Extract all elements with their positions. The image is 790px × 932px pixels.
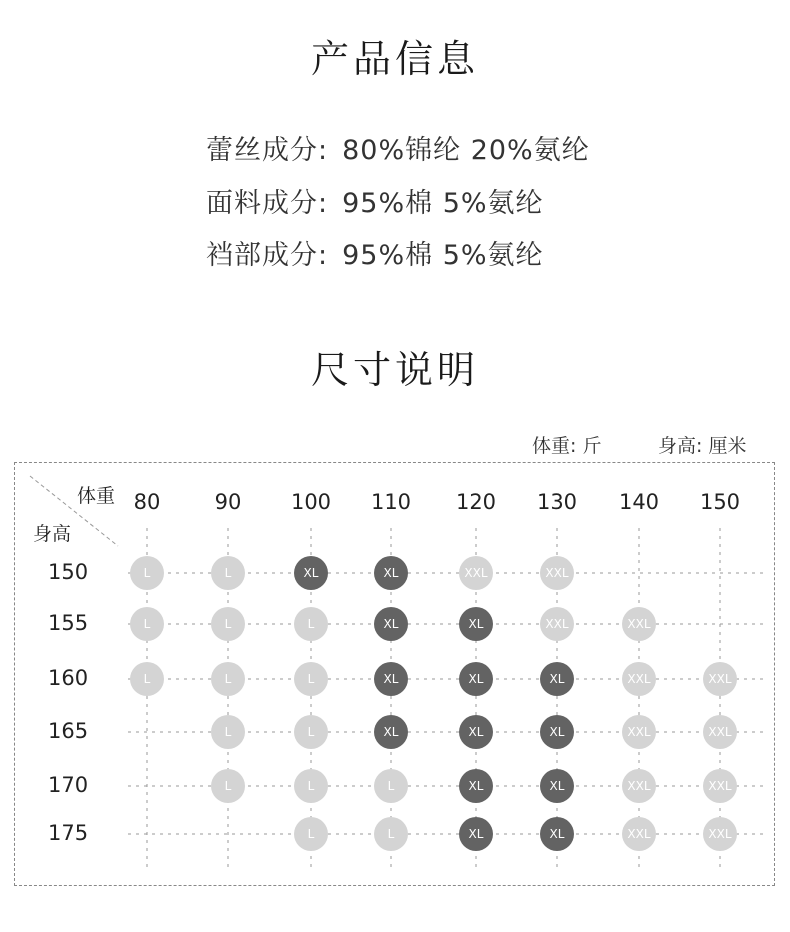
height-row-label: 150 [48, 560, 89, 584]
size-badge: XXL [622, 662, 656, 696]
size-badge: L [294, 662, 328, 696]
info-label: 裆部成分: [206, 240, 329, 271]
weight-column-label: 130 [536, 490, 578, 514]
height-row-label: 160 [48, 666, 89, 690]
size-badge: XL [540, 662, 574, 696]
size-badge: XL [540, 817, 574, 851]
info-value: 80%锦纶 20%氨纶 [342, 135, 590, 166]
height-row-label: 165 [48, 719, 89, 743]
info-value: 95%棉 5%氨纶 [342, 240, 544, 271]
height-unit-note: 身高: 厘米 [658, 435, 747, 457]
size-badge: XL [294, 556, 328, 590]
size-badge: L [211, 769, 245, 803]
corner-weight-label: 体重 [77, 485, 116, 507]
weight-column-label: 120 [455, 490, 497, 514]
size-badge: XL [540, 715, 574, 749]
size-badge: XL [374, 662, 408, 696]
size-badge: L [130, 662, 164, 696]
weight-column-label: 110 [370, 490, 412, 514]
weight-unit-note: 体重: 斤 [532, 435, 602, 457]
size-badge: XXL [703, 715, 737, 749]
size-badge: XXL [622, 715, 656, 749]
height-row-label: 155 [48, 611, 89, 635]
size-badge: L [211, 556, 245, 590]
size-badge: L [294, 769, 328, 803]
size-badge: L [130, 607, 164, 641]
size-badge: XXL [703, 769, 737, 803]
size-badge: L [294, 715, 328, 749]
size-badge: XL [459, 769, 493, 803]
size-badge: L [211, 715, 245, 749]
size-guide-title: 尺寸说明 [310, 348, 479, 392]
size-badge: XXL [703, 662, 737, 696]
corner-height-label: 身高 [33, 523, 72, 545]
size-badge: XL [459, 607, 493, 641]
size-badge: XL [459, 817, 493, 851]
info-label: 蕾丝成分: [206, 135, 329, 166]
size-badge: L [130, 556, 164, 590]
size-badge: XL [374, 715, 408, 749]
size-badge: XXL [622, 607, 656, 641]
size-badge: XXL [622, 817, 656, 851]
size-badge: L [374, 769, 408, 803]
product-info-title: 产品信息 [310, 37, 479, 81]
size-badge: L [374, 817, 408, 851]
weight-column-label: 150 [699, 490, 741, 514]
size-badge: XXL [540, 607, 574, 641]
weight-column-label: 100 [290, 490, 332, 514]
size-badge: L [211, 662, 245, 696]
weight-column-label: 140 [618, 490, 660, 514]
size-badge: XXL [540, 556, 574, 590]
size-badge: L [294, 817, 328, 851]
size-badge: XL [374, 607, 408, 641]
height-row-label: 170 [48, 773, 89, 797]
info-label: 面料成分: [206, 188, 329, 219]
height-row-label: 175 [48, 821, 89, 845]
size-badge: XXL [703, 817, 737, 851]
weight-column-label: 90 [214, 490, 242, 514]
size-badge: XXL [459, 556, 493, 590]
size-badge: XL [374, 556, 408, 590]
size-badge: L [294, 607, 328, 641]
info-value: 95%棉 5%氨纶 [342, 188, 544, 219]
size-badge: XL [540, 769, 574, 803]
size-badge: L [211, 607, 245, 641]
size-badge: XL [459, 662, 493, 696]
weight-column-label: 80 [133, 490, 161, 514]
size-badge: XL [459, 715, 493, 749]
size-badge: XXL [622, 769, 656, 803]
